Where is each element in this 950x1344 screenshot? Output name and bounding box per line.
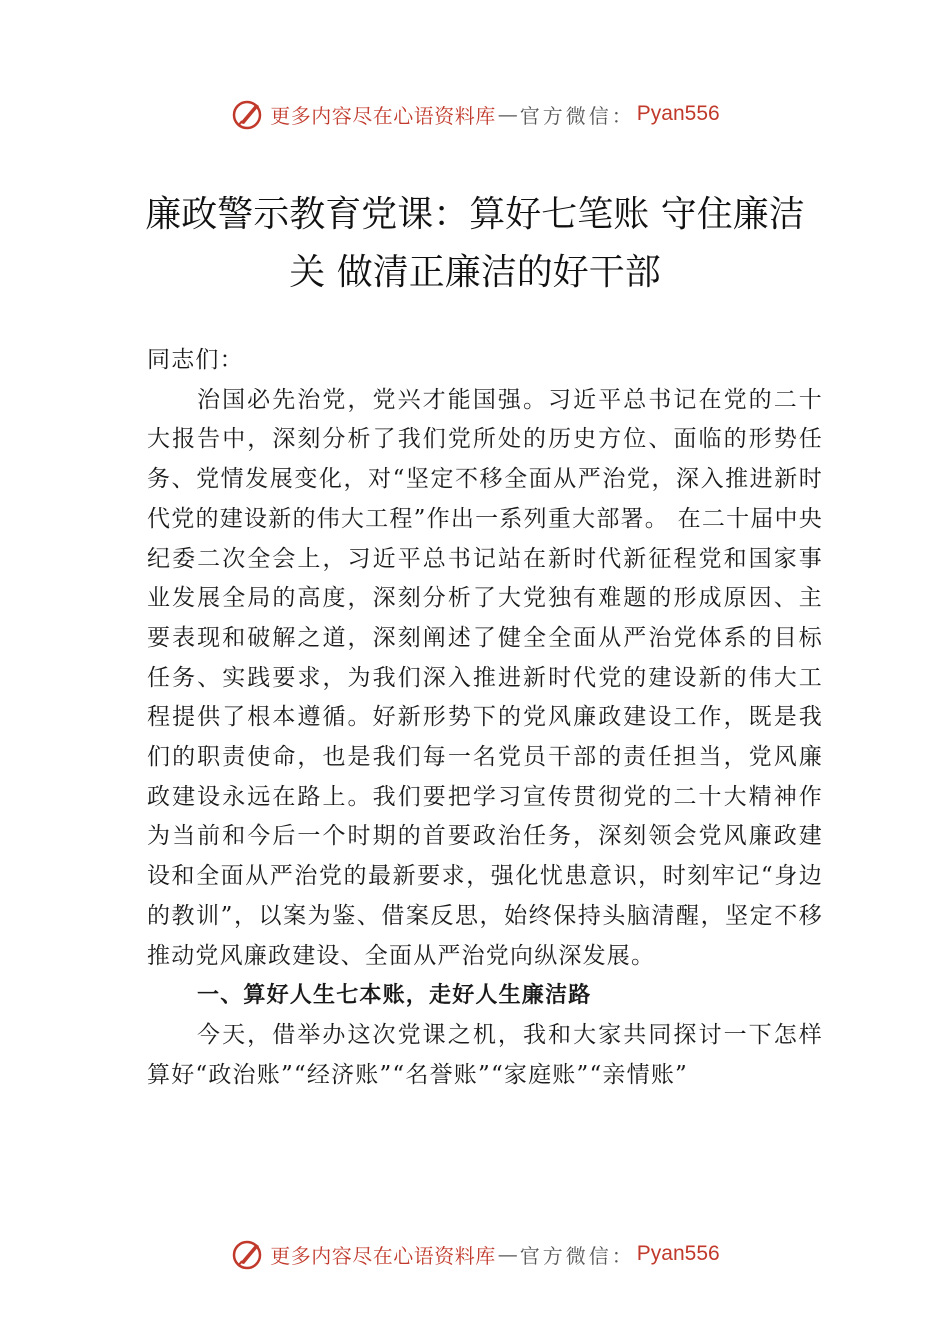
watermark-wechat-label: 官方微信： (519, 1243, 635, 1268)
watermark-account: Pyan556 (636, 1242, 720, 1265)
quill-seal-logo-icon (230, 96, 266, 132)
quill-seal-logo-icon (230, 1236, 266, 1272)
document-title: 廉政警示教育党课：算好七笔账 守住廉洁关 做清正廉洁的好干部 (145, 194, 805, 293)
watermark-account: Pyan556 (636, 102, 720, 125)
watermark-banner-top (0, 92, 950, 136)
section-heading: 一、算好人生七本账，走好人生廉洁路 (197, 983, 592, 1009)
watermark-wechat-label: 官方微信： (519, 103, 635, 128)
watermark-dash: — (497, 102, 518, 126)
watermark-brand: 更多内容尽在心语资料库 (270, 1243, 496, 1268)
paragraph: 治国必先治党，党兴才能国强。习近平总书记在党的二十大报告中，深刻分析了我们党所处的历史方位、面临的形势任务、党情发展变化，对“坚定不移全面从严治党，深入推进新时代党的建设新的伟大工程”作出一系列重大部署。 在二十届中央纪委二次全会上，习近平总书记站在新时代新征程党和国家事业发展全局的高度，深刻分析了大党独有难题的形成原因、主要表现和破解之道，深刻阐述了健全全面从严治党体系的目标任务、实践要求，为我们深入推进新时代党的建设新的伟大工程提供了根本遵循。好新形势下的党风廉政建设工作，既是我们的职责使命，也是我们每一名党员干部的责任担当，党风廉政建设永远在路上。我们要把学习宣传贯彻党的二十大精神作为当前和今后一个时期的首要政治任务，深刻领会党风廉政建设和全面从严治党的最新要求，强化忧患意识，时刻牢记“身边的教训”，以案为鉴、借案反思，始终保持头脑清醒，坚定不移推动党风廉政建设、全面从严治党向纵深发展。 (147, 386, 823, 969)
document-body (147, 341, 823, 1095)
salutation: 同志们： (147, 347, 244, 373)
watermark-dash: — (497, 1242, 518, 1266)
watermark-brand: 更多内容尽在心语资料库 (270, 103, 496, 128)
paragraph: 今天，借举办这次党课之机，我和大家共同探讨一下怎样算好“政治账”“经济账”“名誉账”“家庭账”“亲情账” (147, 1021, 823, 1088)
watermark-banner-bottom (0, 1232, 950, 1276)
